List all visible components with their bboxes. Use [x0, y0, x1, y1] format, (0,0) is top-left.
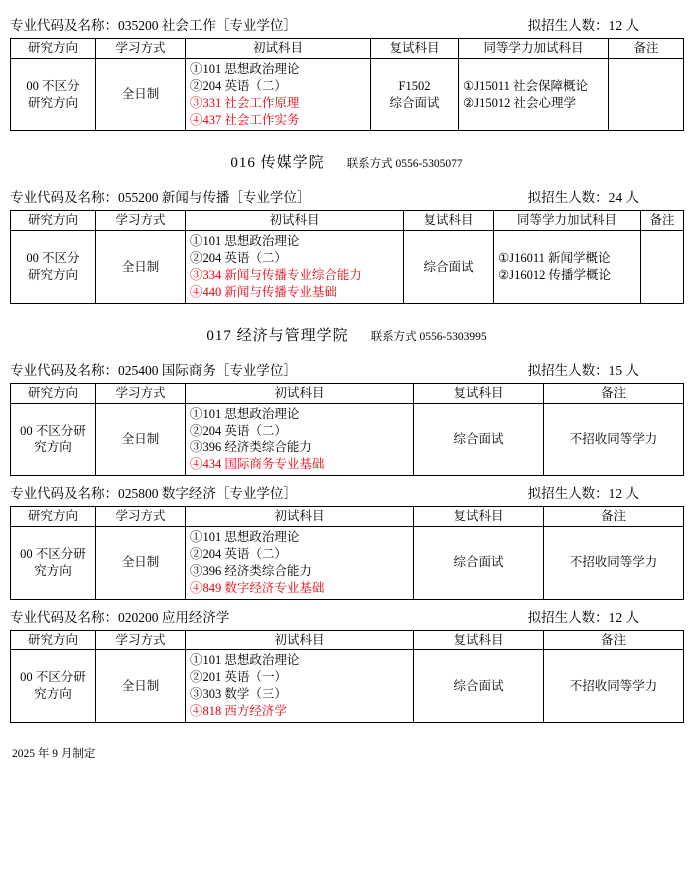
cell-study-mode: 全日制: [96, 58, 186, 131]
planned-enrollment: 拟招生人数：24 人: [527, 190, 639, 206]
retest-line: 综合面试: [389, 95, 440, 110]
col-retest: 复试科目: [414, 507, 544, 527]
table-header-row: [11, 39, 684, 59]
equivalent-line: ①J15011 社会保障概论: [463, 78, 588, 93]
cell-remark: [641, 231, 684, 304]
subject-line: ①101 思想政治理论: [190, 653, 300, 668]
col-study-mode: 学习方式: [96, 211, 186, 231]
cell-first-exam-subjects: [186, 527, 414, 600]
college-contact: 联系方式 0556-5305077: [346, 158, 463, 171]
direction-line: 究方向: [34, 440, 72, 455]
subject-line: ④849 数字经济专业基础: [190, 580, 325, 595]
subject-line: ④440 新闻与传播专业基础: [190, 284, 337, 299]
major-header: [10, 359, 683, 379]
col-retest: 复试科目: [414, 630, 544, 650]
cell-retest: [404, 231, 494, 304]
table-row: [11, 650, 684, 723]
footer-note: 2025 年 9 月制定: [12, 747, 96, 760]
cell-first-exam-subjects: [186, 231, 404, 304]
subject-line: ③334 新闻与传播专业综合能力: [190, 268, 362, 282]
cell-remark: [609, 58, 684, 131]
cell-retest: [371, 58, 459, 131]
col-study-mode: 学习方式: [96, 630, 186, 650]
cell-equivalent-subjects: [459, 58, 609, 131]
cell-retest: [414, 527, 544, 600]
cell-direction: [11, 650, 96, 723]
enrollment-table: [10, 630, 684, 723]
cell-first-exam-subjects: [186, 650, 414, 723]
equivalent-line: ②J16012 传播学概论: [498, 268, 611, 282]
direction-line: 00 不区分研: [20, 546, 86, 561]
subject-line: ④434 国际商务专业基础: [190, 457, 325, 472]
col-direction: 研究方向: [11, 39, 96, 59]
cell-direction: [11, 527, 96, 600]
col-first-exam: 初试科目: [186, 211, 404, 231]
cell-retest: [414, 403, 544, 476]
college-contact: 联系方式 0556-5303995: [370, 330, 487, 343]
table-header-row: [11, 383, 684, 403]
cell-study-mode: 全日制: [96, 403, 186, 476]
cell-direction: [11, 231, 96, 304]
subject-line: ②204 英语（二）: [190, 546, 287, 561]
planned-enrollment: 拟招生人数：12 人: [527, 609, 639, 625]
col-study-mode: 学习方式: [96, 507, 186, 527]
subject-line: ②204 英语（二）: [190, 78, 287, 93]
major-code-name: 专业代码及名称：035200 社会工作［专业学位］: [10, 18, 297, 33]
enrollment-table: [10, 506, 684, 599]
direction-line: 00 不区分: [26, 78, 80, 93]
equivalent-line: ①J16011 新闻学概论: [498, 251, 611, 266]
subject-line: ④818 西方经济学: [190, 704, 287, 718]
cell-first-exam-subjects: [186, 403, 414, 476]
table-row: [11, 58, 684, 131]
direction-line: 00 不区分研: [20, 670, 86, 685]
college-heading: [10, 324, 683, 345]
col-first-exam: 初试科目: [186, 383, 414, 403]
cell-study-mode: 全日制: [96, 650, 186, 723]
col-equivalent: 同等学力加试科目: [494, 211, 641, 231]
subject-line: ③396 经济类综合能力: [190, 563, 312, 578]
subject-line: ③331 社会工作原理: [190, 95, 300, 110]
table-row: [11, 403, 684, 476]
major-header: [10, 186, 683, 206]
college-name: 016 传媒学院: [230, 155, 325, 172]
planned-enrollment: 拟招生人数：12 人: [527, 18, 639, 33]
cell-study-mode: 全日制: [96, 231, 186, 304]
major-header: [10, 606, 683, 626]
subject-line: ②204 英语（二）: [190, 251, 287, 266]
subject-line: ③396 经济类综合能力: [190, 440, 312, 455]
col-remark: 备注: [544, 507, 684, 527]
subject-line: ①101 思想政治理论: [190, 530, 300, 544]
col-retest: 复试科目: [371, 39, 459, 59]
cell-remark: 不招收同等学力: [544, 650, 684, 723]
major-code-name: 专业代码及名称：025400 国际商务［专业学位］: [10, 362, 297, 378]
table-row: [11, 231, 684, 304]
college-heading: [10, 151, 683, 172]
direction-line: 研究方向: [27, 95, 78, 110]
subject-line: ②201 英语（一）: [190, 670, 287, 685]
col-equivalent: 同等学力加试科目: [459, 39, 609, 59]
cell-remark: 不招收同等学力: [544, 527, 684, 600]
cell-study-mode: 全日制: [96, 527, 186, 600]
col-direction: 研究方向: [11, 630, 96, 650]
retest-line: 综合面试: [423, 259, 474, 274]
col-first-exam: 初试科目: [186, 507, 414, 527]
major-code-name: 专业代码及名称：055200 新闻与传播［专业学位］: [10, 190, 311, 206]
col-retest: 复试科目: [404, 211, 494, 231]
subject-line: ①101 思想政治理论: [190, 234, 300, 249]
col-first-exam: 初试科目: [186, 39, 371, 59]
cell-retest: [414, 650, 544, 723]
direction-line: 究方向: [34, 687, 72, 702]
major-header: [10, 482, 683, 502]
col-remark: 备注: [544, 383, 684, 403]
direction-line: 研究方向: [27, 268, 78, 282]
enrollment-table: [10, 383, 684, 476]
col-direction: 研究方向: [11, 507, 96, 527]
col-remark: 备注: [609, 39, 684, 59]
cell-remark: 不招收同等学力: [544, 403, 684, 476]
direction-line: 究方向: [34, 563, 72, 578]
cell-equivalent-subjects: [494, 231, 641, 304]
planned-enrollment: 拟招生人数：12 人: [527, 486, 639, 502]
table-header-row: [11, 630, 684, 650]
col-retest: 复试科目: [414, 383, 544, 403]
subject-line: ①101 思想政治理论: [190, 406, 300, 421]
subject-line: ④437 社会工作实务: [190, 112, 300, 127]
table-header-row: [11, 211, 684, 231]
blocks-container: [10, 14, 683, 723]
col-first-exam: 初试科目: [186, 630, 414, 650]
col-remark: 备注: [641, 211, 684, 231]
college-name: 017 经济与管理学院: [206, 327, 349, 344]
retest-line: 综合面试: [453, 555, 504, 570]
col-study-mode: 学习方式: [96, 383, 186, 403]
major-code-name: 专业代码及名称：025800 数字经济［专业学位］: [10, 486, 297, 502]
enrollment-table: [10, 38, 684, 131]
col-study-mode: 学习方式: [96, 39, 186, 59]
cell-direction: [11, 403, 96, 476]
table-header-row: [11, 507, 684, 527]
cell-first-exam-subjects: [186, 58, 371, 131]
table-row: [11, 527, 684, 600]
retest-line: F1502: [398, 78, 431, 93]
enrollment-table: [10, 210, 684, 303]
subject-line: ②204 英语（二）: [190, 423, 287, 438]
col-remark: 备注: [544, 630, 684, 650]
col-direction: 研究方向: [11, 383, 96, 403]
subject-line: ①101 思想政治理论: [190, 61, 300, 76]
major-code-name: 专业代码及名称：020200 应用经济学: [10, 609, 230, 625]
equivalent-line: ②J15012 社会心理学: [463, 95, 576, 110]
major-header: [10, 14, 683, 34]
retest-line: 综合面试: [453, 431, 504, 446]
direction-line: 00 不区分研: [20, 423, 86, 438]
col-direction: 研究方向: [11, 211, 96, 231]
planned-enrollment: 拟招生人数：15 人: [527, 362, 639, 378]
direction-line: 00 不区分: [26, 251, 80, 266]
retest-line: 综合面试: [453, 678, 504, 693]
subject-line: ③303 数学（三）: [190, 687, 287, 702]
cell-direction: [11, 58, 96, 131]
